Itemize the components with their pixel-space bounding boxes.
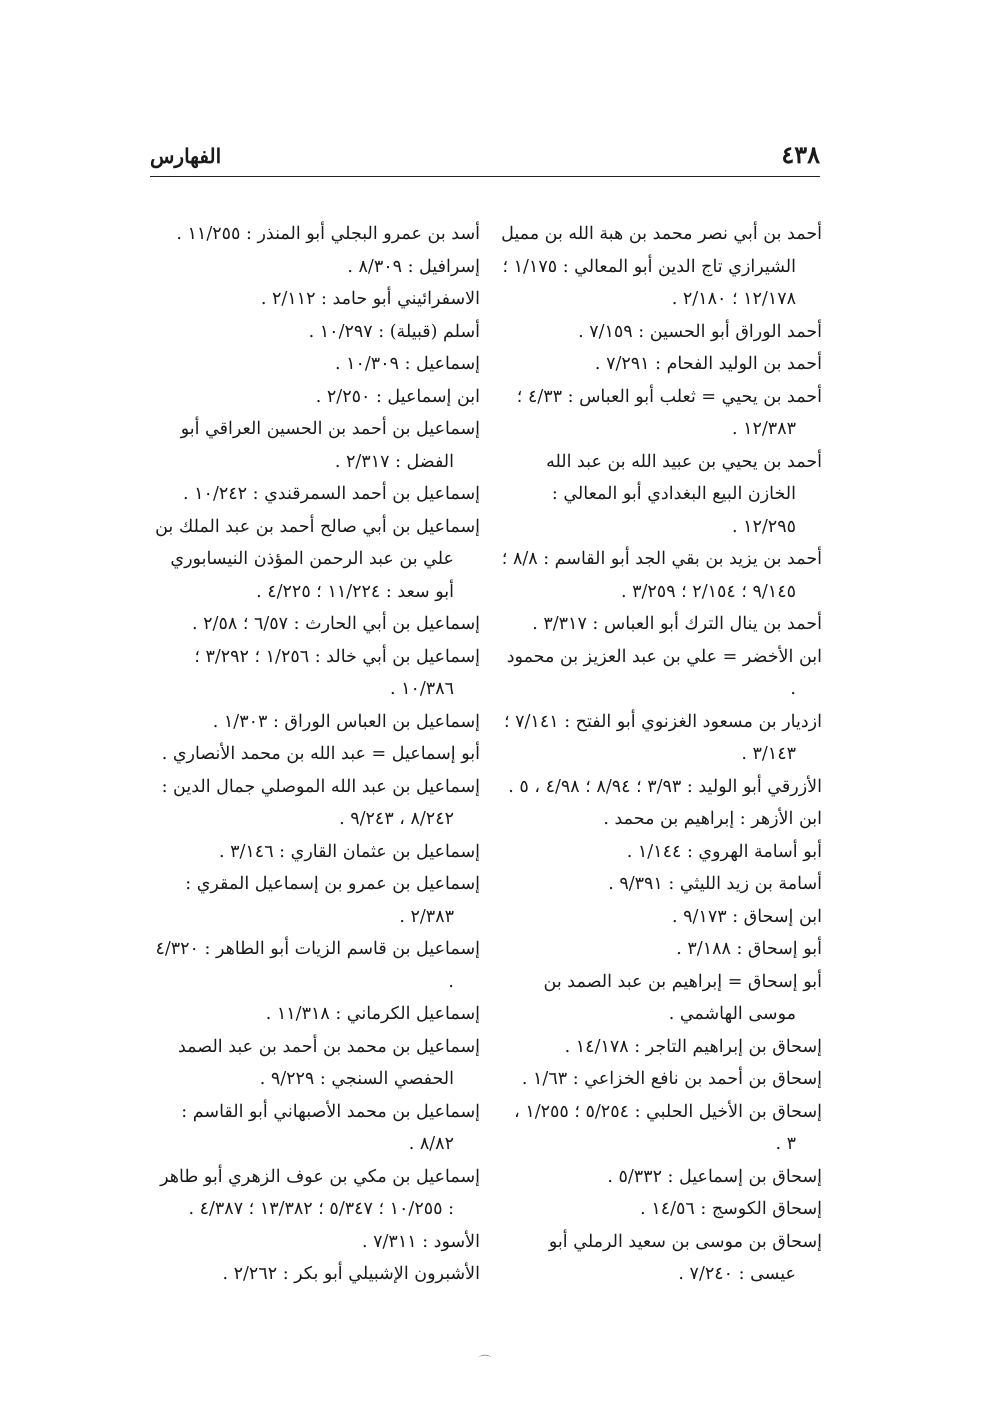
index-entry: أحمد بن ينال الترك أبو العباس : ٣/٣١٧ . (532, 614, 822, 634)
index-entry: الأسود : ٧/٣١١ . (361, 1231, 480, 1252)
index-entry: إسماعيل : ١٠/٣٠٩ . (334, 354, 480, 374)
index-entry: إسماعيل بن عبد الله الموصلي جمال الدين : ٨/٢٤٢ ، ٩/٢٤٣ . (161, 776, 480, 829)
index-entry: أحمد بن يزيد بن بقي الجد أبو القاسم : ٨/٨ ؛ ٩/١٤٥ ؛ ٢/١٥٤ ؛ ٣/٢٥٩ . (501, 549, 822, 602)
index-entry: إسماعيل بن أبي خالد : ١/٢٥٦ ؛ ٣/٢٩٢ ؛ ١٠/٣٨٦ . (194, 646, 480, 699)
index-entry: أسامة بن زيد الليثي : ٩/٣٩١ . (608, 874, 822, 894)
index-entry: أسد بن عمرو البجلي أبو المنذر : ١١/٢٥٥ . (176, 224, 480, 244)
index-entry: أبو إسماعيل = عبد الله بن محمد الأنصاري . (161, 744, 480, 764)
index-entry: إسرافيل : ٨/٣٠٩ . (347, 256, 480, 277)
index-entry: أسلم (قبيلة) : ١٠/٢٩٧ . (308, 321, 480, 342)
index-entry: أحمد بن يحيي بن عبيد الله بن عبد الله الخازن البيع البغدادي أبو المعالي : ١٢/٢٩٥ . (546, 451, 822, 537)
index-entry: إسحاق بن الأخيل الحلبي : ٥/٢٥٤ ؛ ١/٢٥٥ ، ٣ . (514, 1101, 822, 1154)
index-column-right (500, 218, 822, 1291)
index-entry: ابن الأزهر : إبراهيم بن محمد . (603, 809, 822, 829)
index-entry: إسماعيل بن عثمان القاري : ٣/١٤٦ . (218, 841, 480, 862)
index-entry: إسحاق بن أحمد بن نافع الخزاعي : ١/٦٣ . (521, 1069, 822, 1089)
footer-mark: ⌒ (478, 1354, 491, 1368)
index-entry: إسماعيل بن محمد بن أحمد بن عبد الصمد الحفصي السنجي : ٩/٢٢٩ . (177, 1036, 480, 1089)
index-entry: إسماعيل بن أحمد بن الحسين العراقي أبو الفضل : ٢/٣١٧ . (180, 419, 480, 472)
index-entry: ابن إسحاق : ٩/١٧٣ . (671, 906, 822, 927)
index-entry: إسماعيل الكرماني : ١١/٣١٨ . (265, 1004, 480, 1024)
index-entry: أحمد بن أبي نصر محمد بن هبة الله بن مميل الشيرازي تاج الدين أبو المعالي : ١/١٧٥ ؛ ١٢/١٧٨ ؛ ٢/١٨٠ . (501, 224, 822, 309)
index-entry: الأزرقي أبو الوليد : ٣/٩٣ ؛ ٨/٩٤ ؛ ٤/٩٨ ، ٥ . (508, 776, 822, 797)
index-entry: إسماعيل بن أبي صالح أحمد بن عبد الملك بن علي بن عبد الرحمن المؤذن النيسابوري أبو سعد : ١١/٢٢٤ ؛ ٤/٢٢٥ . (155, 516, 480, 602)
index-entry: إسحاق الكوسج : ١٤/٥٦ . (640, 1199, 822, 1219)
index-entry: ابن إسماعيل : ٢/٢٥٠ . (315, 386, 480, 407)
index-entry: إسماعيل بن العباس الوراق : ١/٣٠٣ . (212, 711, 480, 732)
index-entry: إسماعيل بن قاسم الزيات أبو الطاهر : ٤/٣٢٠ . (155, 939, 480, 992)
page-number: ٤٣٨ (781, 140, 820, 169)
index-entry: إسماعيل بن مكي بن عوف الزهري أبو طاهر : ١٠/٢٥٥ ؛ ٥/٣٤٧ ؛ ١٣/٣٨٢ ؛ ٤/٣٨٧ . (160, 1166, 480, 1219)
index-entry: الأشبرون الإشبيلي أبو بكر : ٢/٢٦٢ . (222, 1264, 480, 1284)
index-entry: أحمد بن الوليد الفحام : ٧/٢٩١ . (594, 354, 822, 374)
index-entry: إسماعيل بن محمد الأصبهاني أبو القاسم : ٨/٨٢ . (181, 1101, 480, 1154)
header-rule (150, 176, 820, 177)
index-entry: إسحاق بن إسماعيل : ٥/٣٣٢ . (607, 1166, 822, 1187)
page-header (150, 140, 820, 174)
index-entry: إسحاق بن موسى بن سعيد الرملي أبو عيسى : ٧/٢٤٠ . (548, 1231, 822, 1284)
running-title: الفهارس (150, 144, 222, 168)
index-entry: الاسفرائيني أبو حامد : ٢/١١٢ . (260, 289, 480, 309)
index-entry: أبو إسحاق : ٣/١٨٨ . (676, 939, 822, 959)
index-entry: ابن الأخضر = علي بن عبد العزيز بن محمود . (506, 646, 822, 699)
index-column-left (150, 218, 480, 1291)
index-entry: أبو أسامة الهروي : ١/١٤٤ . (626, 841, 822, 862)
index-entry: أحمد بن يحيي = ثعلب أبو العباس : ٤/٣٣ ؛ ١٢/٣٨٣ . (516, 386, 822, 439)
index-entry: إسماعيل بن أحمد السمرقندي : ١٠/٢٤٢ . (183, 484, 480, 504)
index-entry: ازديار بن مسعود الغزنوي أبو الفتح : ٧/١٤١ ؛ ٣/١٤٣ . (504, 711, 822, 764)
index-entry: أحمد الوراق أبو الحسين : ٧/١٥٩ . (578, 321, 822, 342)
index-entry: إسماعيل بن أبي الحارث : ٦/٥٧ ؛ ٢/٥٨ . (192, 614, 480, 634)
index-entry: إسحاق بن إبراهيم التاجر : ١٤/١٧٨ . (564, 1036, 822, 1057)
index-entry: أبو إسحاق = إبراهيم بن عبد الصمد بن موسى الهاشمي . (543, 971, 822, 1024)
index-entry: إسماعيل بن عمرو بن إسماعيل المقري : ٢/٣٨٣ . (185, 874, 480, 927)
